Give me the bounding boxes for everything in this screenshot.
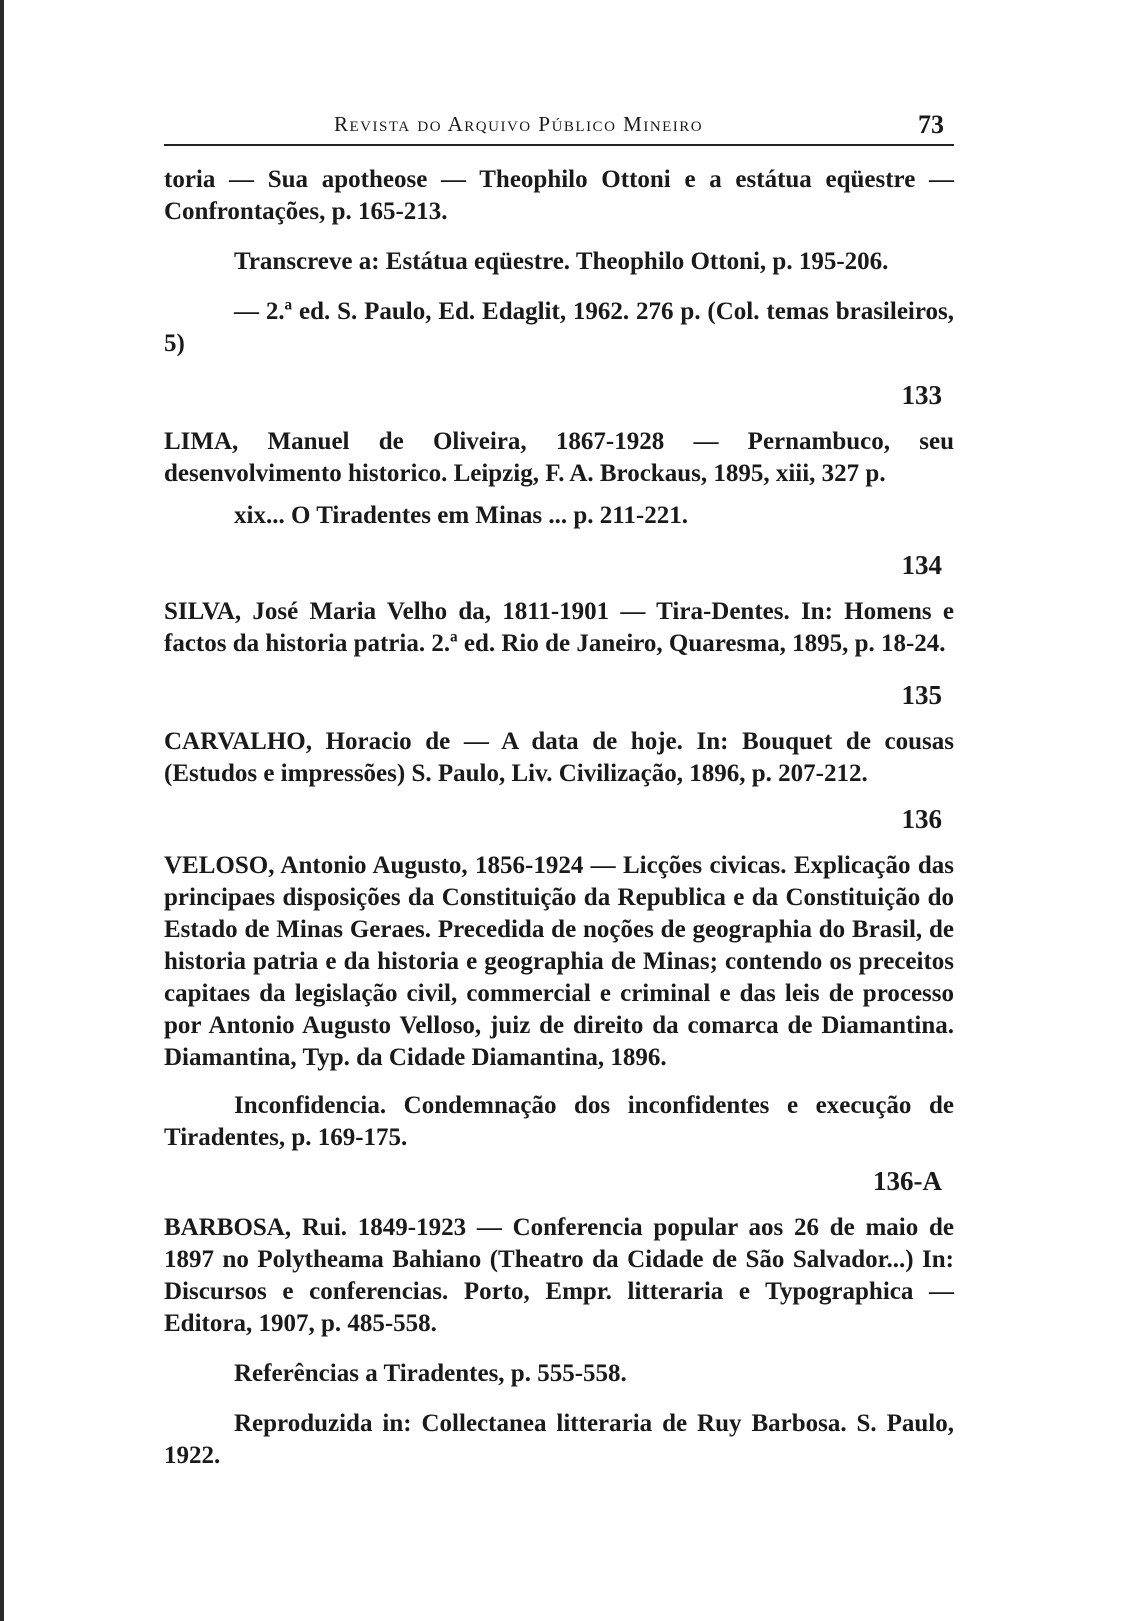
running-header xyxy=(164,100,954,146)
entry-number-135: 135 xyxy=(901,680,942,710)
entry-note: Transcreve a: Estátua eqüestre. Theophilo Ottoni, p. 195-206. xyxy=(234,248,889,275)
journal-title: Revista do Arquivo Público Mineiro xyxy=(334,112,704,136)
entry-133-note: xix... O Tiradentes em Minas ... p. 211-221. xyxy=(234,502,688,529)
entry-number-136: 136 xyxy=(901,804,942,834)
entry-number-133: 133 xyxy=(901,380,942,410)
entry-136-a-text: BARBOSA, Rui. 1849-1923 — Conferencia popular aos 26 de maio de 1897 no Polytheama Bahiano (Theatro da Cidade de São Salvador...) In: Discursos e conferencias. Porto, Empr. litteraria e Typographica — Editora, 1907, p. 485-558. xyxy=(164,1214,954,1337)
entry-136-a-note: Referências a Tiradentes, p. 555-558. xyxy=(234,1360,627,1387)
entry-133-text: LIMA, Manuel de Oliveira, 1867-1928 — Pernambuco, seu desenvolvimento historico. Leipzig, F. A. Brockaus, 1895, xiii, 327 p. xyxy=(164,428,954,487)
entry-136-text: VELOSO, Antonio Augusto, 1856-1924 — Licções civicas. Explicação das principaes disposições da Constituição da Republica e da Constituição do Estado de Minas Geraes. Precedida de noções de geographia do Brasil, de historia patria e da historia e geographia de Minas; contendo os preceitos capitaes da legislação civil, commercial e criminal e das leis de processo por Antonio Augusto Velloso, juiz de direito da comarca de Diamantina. Diamantina, Typ. da Cidade Diamantina, 1896. xyxy=(164,852,954,1071)
entry-135-text: CARVALHO, Horacio de — A data de hoje. In: Bouquet de cousas (Estudos e impressões) S. Paulo, Liv. Civilização, 1896, p. 207-212. xyxy=(164,728,954,787)
entry-number-134: 134 xyxy=(901,550,942,580)
entry-number-136-a: 136-A xyxy=(873,1166,942,1196)
entry-136-a-reproduction: Reproduzida in: Collectanea litteraria de Ruy Barbosa. S. Paulo, 1922. xyxy=(164,1410,954,1469)
entry-edition-note: — 2.ª ed. S. Paulo, Ed. Edaglit, 1962. 276 p. (Col. temas brasileiros, 5) xyxy=(164,298,954,357)
page xyxy=(164,100,954,1472)
entry-136-note: Inconfidencia. Condemnação dos inconfidentes e execução de Tiradentes, p. 169-175. xyxy=(164,1092,954,1151)
page-number: 73 xyxy=(918,110,944,139)
entry-134-text: SILVA, José Maria Velho da, 1811-1901 — Tira-Dentes. In: Homens e factos da historia patria. 2.ª ed. Rio de Janeiro, Quaresma, 1895, p. 18-24. xyxy=(164,598,954,657)
scan-margin-rule xyxy=(0,0,4,1621)
continued-entry-text: toria — Sua apotheose — Theophilo Ottoni e a estátua eqüestre — Confrontações, p. 165-213. xyxy=(164,166,954,225)
